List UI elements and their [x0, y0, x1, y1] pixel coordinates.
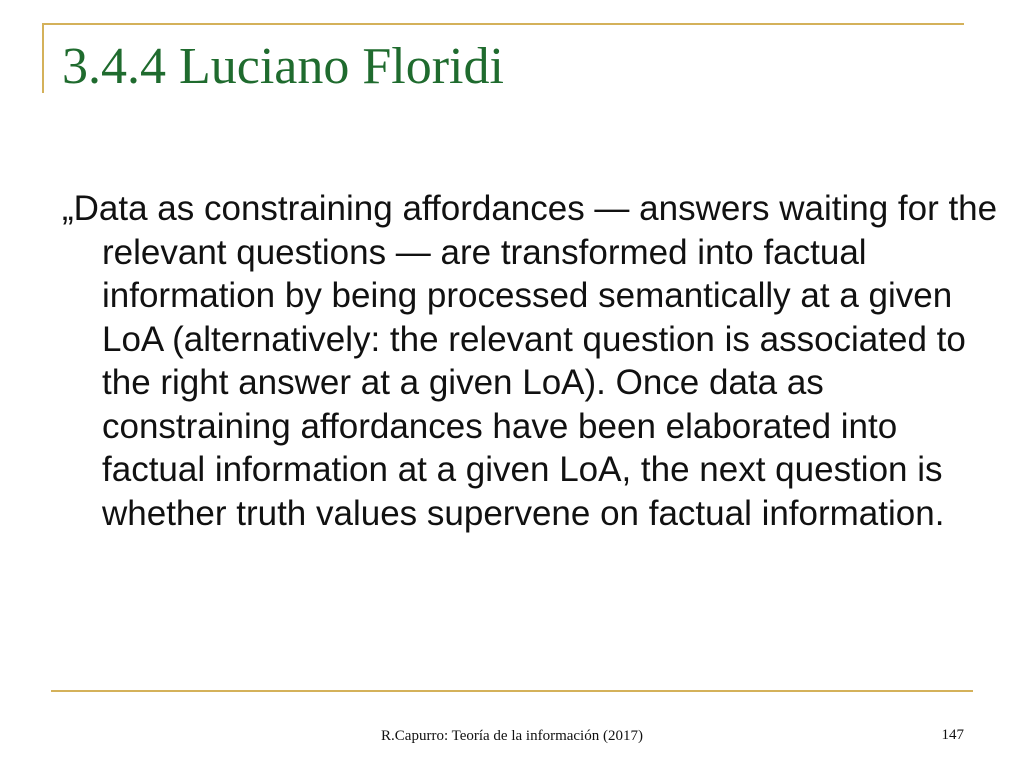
footer-citation: R.Capurro: Teoría de la información (2017) — [381, 728, 643, 744]
quote-text: „Data as constraining affordances — answers waiting for the relevant questions — are transformed into factual information by being processed semantically at a given LoA (alternatively: the relevant question is associated to the right answer at a given LoA). Once data as constraining affordances have been elaborated into factual information at a given LoA, the next question is whether truth values supervene on factual information. — [62, 189, 998, 533]
top-rule — [42, 23, 964, 25]
slide-title: 3.4.4 Luciano Floridi — [62, 38, 504, 95]
bottom-rule — [51, 690, 973, 692]
page-number: 147 — [941, 727, 964, 743]
left-rule — [42, 23, 44, 93]
